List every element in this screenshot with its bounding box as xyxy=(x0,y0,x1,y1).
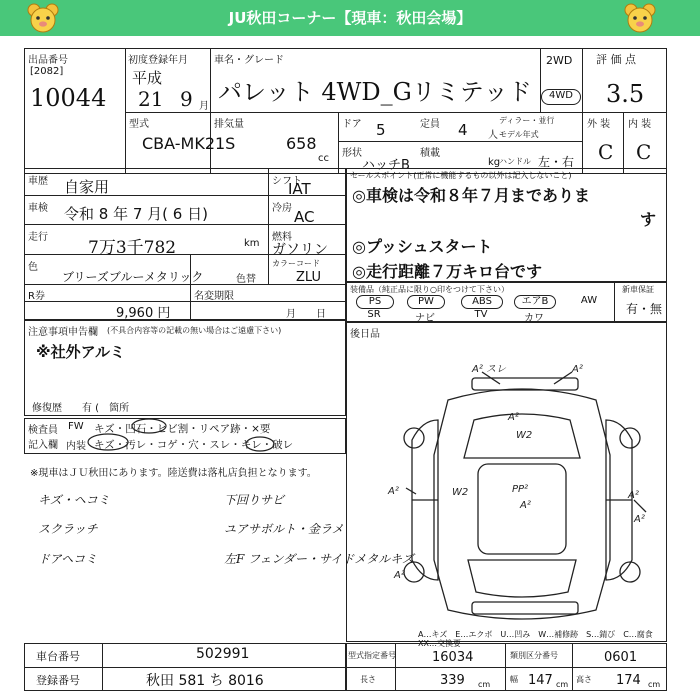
equipment-sr: SR xyxy=(367,309,381,320)
handwritten-note-4: 下回りサビ xyxy=(224,493,285,507)
cc-unit: cc xyxy=(318,153,329,164)
damage-mark: A² xyxy=(628,490,639,501)
name-change-unit: 月 日 xyxy=(286,309,326,320)
damage-mark: PP² xyxy=(512,484,529,495)
cm-unit-2: cm xyxy=(556,680,569,689)
color-value: ブリーズブルーメタリック xyxy=(62,270,204,284)
capacity-unit: 人 xyxy=(488,130,498,141)
handle-label: ハンドル xyxy=(499,157,531,166)
registration-label: 登録番号 xyxy=(36,674,80,687)
km-unit: km xyxy=(244,238,260,249)
legend-circles xyxy=(24,418,346,454)
lot-code: [2082] xyxy=(30,66,64,77)
recycle-label: R券 xyxy=(28,291,45,302)
equipment-airbag-circled: エアB xyxy=(514,295,556,309)
length-label: 長さ xyxy=(360,675,376,684)
displacement-label: 排気量 xyxy=(214,119,244,130)
damage-mark: A² xyxy=(394,570,405,581)
selling-point-1: ◎車検は令和８年７月までありま xyxy=(352,186,590,205)
load-label: 積載 xyxy=(420,148,440,159)
damage-mark: W2 xyxy=(516,430,533,441)
legend-fw-text: キズ・凹石・ヒビ割・リペア跡・×要 xyxy=(94,423,271,435)
shift-value: IAT xyxy=(288,180,311,198)
month-unit: 月 xyxy=(199,101,209,112)
mileage-label: 走行 xyxy=(28,232,48,243)
door-label: ドア xyxy=(342,119,362,130)
mascot-bear-icon xyxy=(624,3,656,33)
equipment-leather: カワ xyxy=(524,313,544,324)
notes-label: 注意事項申告欄 xyxy=(28,327,98,338)
kg-unit: kg xyxy=(488,157,501,168)
model-value: CBA-MK21S xyxy=(142,134,236,153)
width-label: 幅 xyxy=(510,675,518,684)
mileage-value: 7万3千782 xyxy=(88,238,177,258)
color-change-label: 色替 xyxy=(236,274,256,285)
damage-mark: A² xyxy=(634,514,645,525)
color-code-value: ZLU xyxy=(296,270,322,285)
legend-interior-text: キズ・汚レ・コゲ・穴・スレ・キレ・破レ xyxy=(94,439,294,451)
grade-label: 評 価 点 xyxy=(596,53,636,66)
model-label: 型式 xyxy=(129,119,149,130)
exterior-grade: C xyxy=(598,140,614,164)
usage-value: 自家用 xyxy=(64,178,110,196)
notes-value: ※社外アルミ xyxy=(36,343,125,361)
fuel-label: 燃料 xyxy=(272,232,292,243)
legend-fw: FW xyxy=(68,421,84,432)
handwritten-note-3: ドアヘコミ xyxy=(38,552,98,566)
era-value: 平成 xyxy=(132,69,163,87)
cm-unit-3: cm xyxy=(648,680,661,689)
shape-label: 形状 xyxy=(342,148,362,159)
repair-label: 修復歴 xyxy=(32,403,62,414)
equipment-tv: TV xyxy=(474,309,488,320)
damage-mark: A² xyxy=(520,500,531,511)
damage-mark: A² xyxy=(508,412,519,423)
equipment-ps-circled: PS xyxy=(356,295,394,309)
category-label: 類別区分番号 xyxy=(510,651,558,660)
exterior-label: 外 装 xyxy=(587,119,611,130)
shape-value: ハッチB xyxy=(362,158,410,173)
category-value: 0601 xyxy=(604,650,638,665)
model-no-value: 16034 xyxy=(432,650,474,665)
ac-label: 冷房 xyxy=(272,203,292,214)
shift-label: シフト xyxy=(272,176,302,187)
handwritten-note-5: ユアサボルト・金ラメ xyxy=(224,522,344,536)
handwritten-note-6: 左F フェンダー・サイドメタルキズ xyxy=(224,552,414,566)
equipment-navi: ナビ xyxy=(415,313,435,324)
selling-point-1-cont: す xyxy=(640,210,657,229)
height-label: 高さ xyxy=(576,675,592,684)
month-value: 9 xyxy=(180,87,193,111)
displacement-value: 658 xyxy=(286,134,317,153)
damage-mark: A² スレ xyxy=(472,364,507,375)
new-car-warranty-value: 有・無 xyxy=(626,302,663,316)
inspection-label: 車検 xyxy=(28,203,48,214)
recycle-value: 9,960 円 xyxy=(116,306,171,321)
chassis-label: 車台番号 xyxy=(36,650,80,663)
handle-value: 左・右 xyxy=(538,155,575,169)
car-name-label: 車名・グレード xyxy=(214,55,284,66)
model-no-label: 型式指定番号 xyxy=(348,651,396,660)
interior-grade: C xyxy=(636,140,652,164)
color-label: 色 xyxy=(28,262,38,273)
year-value: 21 xyxy=(138,87,164,111)
handwritten-note-1: キズ・ヘコミ xyxy=(38,493,110,507)
usage-label: 車歴 xyxy=(28,176,48,187)
repair-value: 有 ( 箇所 xyxy=(82,403,130,414)
later-items-label: 後日品 xyxy=(350,329,380,340)
length-value: 339 xyxy=(440,673,465,688)
selling-point-3: ◎走行距離７万キロ台です xyxy=(352,262,542,281)
capacity-value: 4 xyxy=(458,121,468,139)
damage-mark: A² xyxy=(572,364,583,375)
lot-number-label: 出品番号 xyxy=(28,55,68,66)
inspection-value: 令和 8 年 7 月( 6 日) xyxy=(64,205,208,223)
drive-4wd-circled: 4WD xyxy=(541,89,581,105)
equipment-pw-circled: PW xyxy=(407,295,445,309)
equipment-aw: AW xyxy=(580,295,598,306)
footnote: ※現車はＪＵ秋田にあります。陸送費は落札店負担となります。 xyxy=(30,468,317,479)
registration-value: 秋田 581 ち 8016 xyxy=(146,673,264,689)
car-name: パレット 4WD_Gリミテッド xyxy=(218,78,532,106)
header-banner xyxy=(0,0,700,36)
notes-sublabel: (不具合内容等の記載の無い場合はご遠慮下さい) xyxy=(107,326,282,335)
door-value: 5 xyxy=(376,121,386,139)
name-change-label: 名変期限 xyxy=(194,291,234,302)
chassis-value: 502991 xyxy=(196,646,250,662)
grade-value: 3.5 xyxy=(606,80,645,108)
selling-points-label: セールスポイント(正常に機能するもの以外は記入しないこと) xyxy=(350,171,572,180)
interior-label: 内 装 xyxy=(628,119,652,130)
new-car-warranty-label: 新車保証 xyxy=(622,285,654,294)
equipment-label: 装備品（純正品に限り○印をつけて下さい） xyxy=(350,285,509,294)
legend-label-1: 検査員 xyxy=(28,425,58,436)
cm-unit-1: cm xyxy=(478,680,491,689)
diagram-legend: A…キズ E…エクボ U…凹み W…補修跡 S…錆び C…腐食 XX…交換要 xyxy=(418,630,661,648)
color-code-label: カラーコード xyxy=(272,259,320,268)
equipment-abs-circled: ABS xyxy=(461,295,503,309)
mascot-bear-icon xyxy=(27,3,59,33)
fuel-value: ガソリン xyxy=(272,242,328,258)
capacity-label: 定員 xyxy=(420,119,440,130)
height-value: 174 xyxy=(616,673,641,688)
damage-mark: W2 xyxy=(452,487,469,498)
lot-number: 10044 xyxy=(30,84,107,112)
width-value: 147 xyxy=(528,673,553,688)
dealer-label: ディラー・並行 xyxy=(499,116,555,125)
first-registration-label: 初度登録年月 xyxy=(128,55,188,66)
handwritten-note-2: スクラッチ xyxy=(38,522,98,536)
legend-interior: 内装 xyxy=(66,441,86,452)
car-damage-diagram xyxy=(382,360,662,630)
model-year-label: モデル年式 xyxy=(499,130,539,139)
legend-label-2: 記入欄 xyxy=(28,440,58,451)
drive-2wd: 2WD xyxy=(546,54,573,67)
damage-mark: A² xyxy=(388,486,399,497)
selling-point-2: ◎プッシュスタート xyxy=(352,237,493,256)
header-title: JU秋田コーナー【現車：秋田会場】 xyxy=(228,9,472,27)
ac-value: AC xyxy=(294,208,315,226)
